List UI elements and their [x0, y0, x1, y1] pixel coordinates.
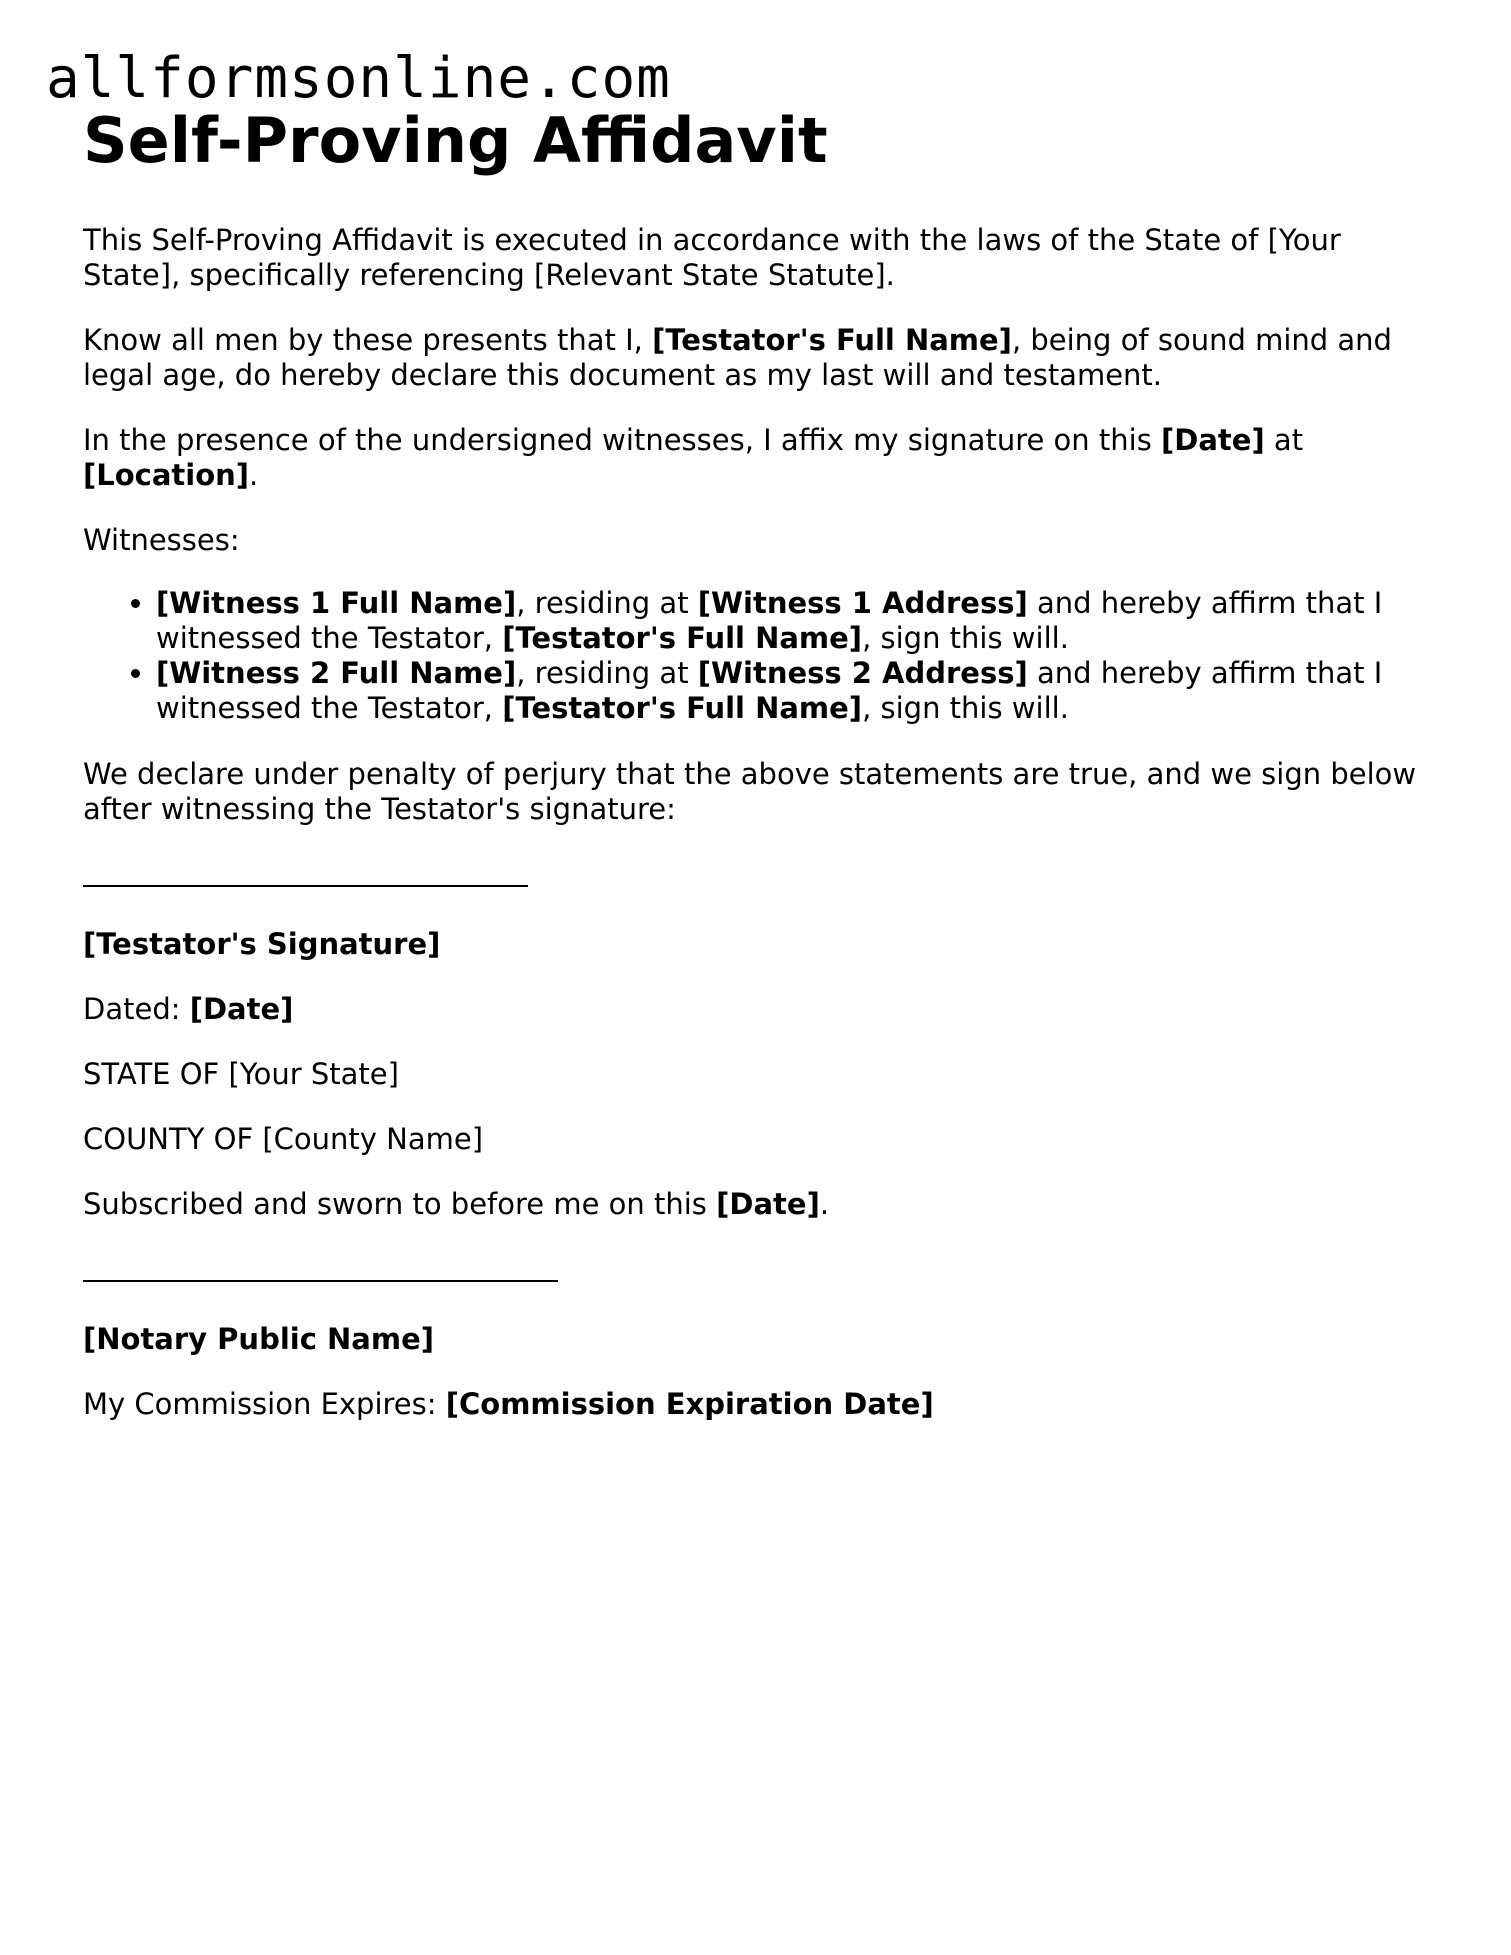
witness-text: and hereby affirm that I witnessed the Testator, — [156, 656, 1383, 725]
affidavit-document — [83, 100, 1443, 1452]
witness-testator-name: [Testator's Full Name] — [502, 621, 863, 655]
intro-text-1: This Self-Proving Affidavit is executed in accordance with the laws of the State of — [83, 223, 1268, 257]
testator-signature-line — [83, 885, 528, 887]
witness-text: , sign this will. — [862, 621, 1069, 655]
witness-item — [156, 586, 1443, 656]
subscribed-text-2: . — [819, 1187, 830, 1221]
location-placeholder: [Location] — [83, 458, 250, 492]
testator-signature-label-text: [Testator's Signature] — [83, 927, 441, 961]
watermark: allformsonline.com — [46, 46, 671, 111]
witness-text: , residing at — [516, 656, 698, 690]
date-placeholder: [Date] — [1161, 423, 1265, 457]
witness-testator-name: [Testator's Full Name] — [502, 691, 863, 725]
witness-address: [Witness 1 Address] — [697, 586, 1028, 620]
witness-text: , sign this will. — [862, 691, 1069, 725]
notary-name-label-text: [Notary Public Name] — [83, 1322, 434, 1356]
presence-text-3: . — [249, 458, 259, 492]
witness-name: [Witness 2 Full Name] — [156, 656, 517, 690]
witness-text: and hereby affirm that I witnessed the Testator, — [156, 586, 1383, 655]
intro-paragraph — [83, 223, 1443, 293]
presence-text-1: In the presence of the undersigned witnesses, I affix my signature on this — [83, 423, 1162, 457]
testator-signature-label — [83, 927, 1443, 962]
declaration-text-1: Know all men by these presents that I, — [83, 323, 653, 357]
commission-value: [Commission Expiration Date] — [445, 1387, 934, 1421]
commission-line — [83, 1387, 1443, 1422]
witness-list — [83, 586, 1443, 726]
presence-text-2: at — [1264, 423, 1304, 457]
dated-value: [Date] — [189, 992, 294, 1026]
state-placeholder: [Your State] — [83, 223, 1341, 292]
testator-name-placeholder: [Testator's Full Name] — [652, 323, 1012, 357]
county-line: COUNTY OF [County Name] — [83, 1122, 484, 1156]
declaration-text-2: , being of sound mind and legal age, do hereby declare this document as my last will and testament. — [83, 323, 1392, 392]
notary-name-label — [83, 1322, 1443, 1357]
statute-placeholder: [Relevant State Statute] — [534, 258, 886, 292]
intro-text-2: , specifically referencing — [171, 258, 535, 292]
subscribed-line — [83, 1187, 1443, 1222]
witness-address: [Witness 2 Address] — [697, 656, 1028, 690]
declaration-paragraph — [83, 323, 1443, 393]
presence-paragraph — [83, 423, 1443, 493]
subscribed-date: [Date] — [716, 1187, 820, 1221]
commission-label: My Commission Expires: — [83, 1387, 446, 1421]
witness-text: , residing at — [516, 586, 698, 620]
witness-item — [156, 656, 1443, 726]
witness-name: [Witness 1 Full Name] — [156, 586, 517, 620]
document-title: Self-Proving Affidavit — [83, 104, 828, 177]
state-line: STATE OF [Your State] — [83, 1057, 399, 1091]
notary-signature-line — [83, 1280, 558, 1282]
dated-label: Dated: — [83, 992, 190, 1026]
dated-line — [83, 992, 1443, 1027]
subscribed-text-1: Subscribed and sworn to before me on this — [83, 1187, 717, 1221]
intro-text-3: . — [885, 258, 895, 292]
witnesses-label: Witnesses: — [83, 523, 240, 557]
perjury-statement: We declare under penalty of perjury that the above statements are true, and we sign below after witnessing the Testator's signature: — [83, 757, 1417, 826]
